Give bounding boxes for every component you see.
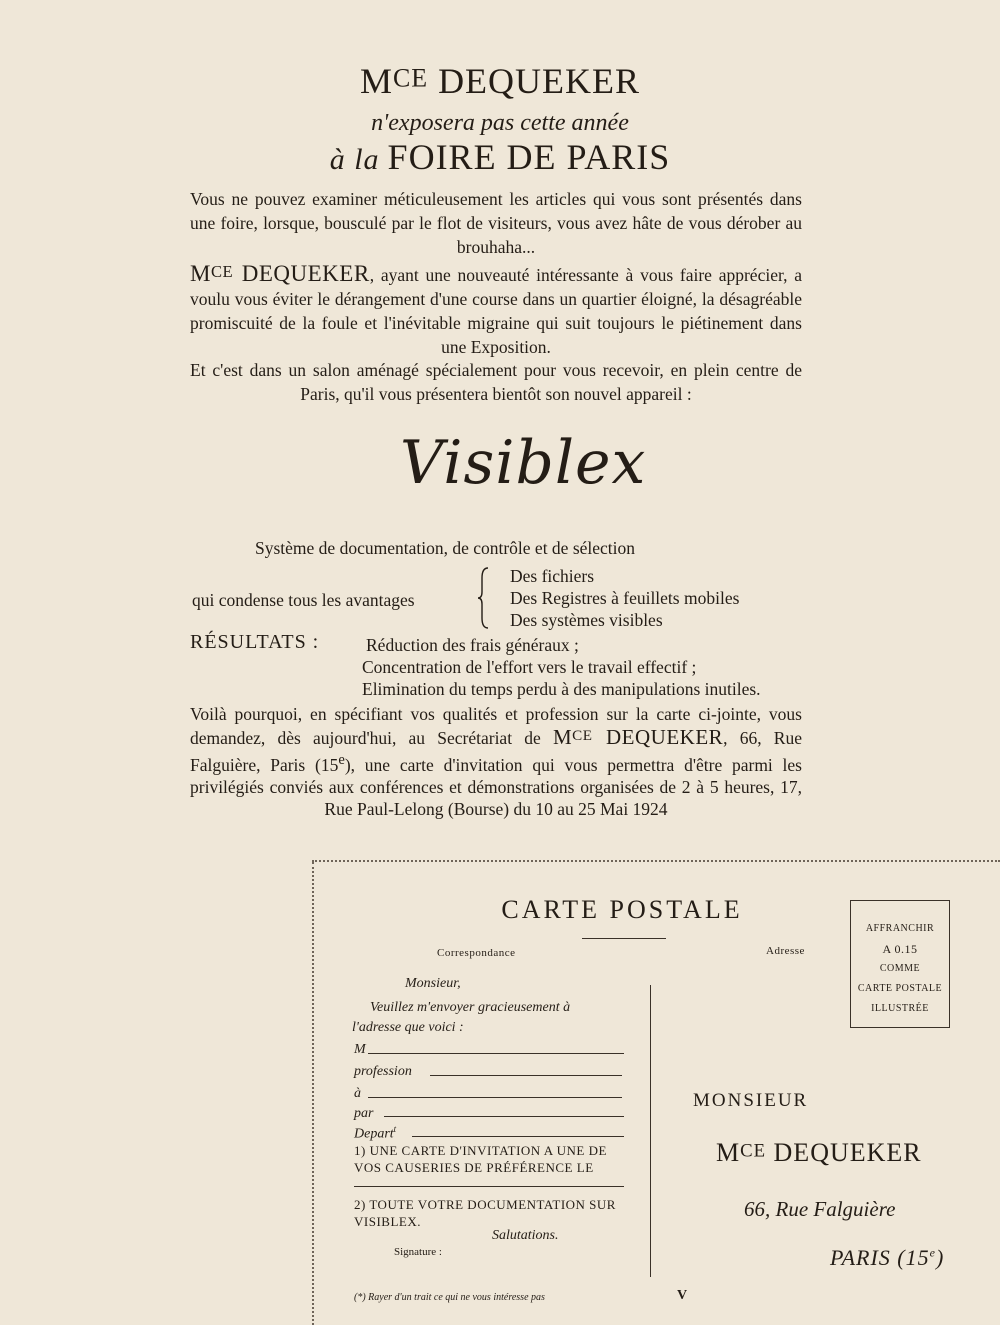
closing-surname: DEQUEKER: [592, 724, 724, 749]
stamp-line-4: CARTE POSTALE: [857, 983, 943, 994]
form-request-1: Veuillez m'envoyer gracieusement à: [370, 1000, 571, 1015]
form-field-par-line[interactable]: [384, 1116, 624, 1117]
postcard-title: CARTE POSTALE: [501, 895, 743, 924]
form-field-profession-label: profession: [354, 1064, 412, 1079]
stamp-line-2: A 0.15: [882, 942, 918, 956]
form-field-depart-sup: t: [393, 1124, 397, 1134]
headline-initial: M: [359, 61, 393, 101]
intro-paragraph-2: [190, 260, 802, 359]
headline-foire-prefix: à la: [329, 143, 380, 176]
form-salutation: Monsieur,: [405, 976, 461, 991]
closing-paragraph: [190, 703, 802, 820]
form-option-2[interactable]: 2) TOUTE VOTRE DOCUMENTATION SUR VISIBLEX.: [354, 1197, 616, 1229]
page-mark: V: [677, 1288, 688, 1303]
advantage-3: Des systèmes visibles: [510, 610, 663, 630]
intro-p2-initial: M: [190, 261, 211, 287]
address-city-end: ): [935, 1245, 945, 1270]
system-description: Système de documentation, de contrôle et de sélection: [255, 538, 636, 558]
address-initial: M: [716, 1138, 741, 1167]
intro-p2-company: [190, 261, 370, 286]
advantage-2: Des Registres à feuillets mobiles: [510, 588, 740, 608]
address-surname: DEQUEKER: [766, 1138, 922, 1167]
form-option-1[interactable]: 1) UNE CARTE D'INVITATION A UNE DE VOS CAUSERIES DE PRÉFÉRENCE LE: [354, 1143, 607, 1175]
headline-foire: [0, 136, 1000, 178]
address-city-text: PARIS (15: [830, 1245, 930, 1270]
closing-part-2-sup: e: [338, 751, 345, 768]
intro-p2-surname: DEQUEKER: [233, 261, 370, 287]
closing-initial: M: [552, 724, 573, 749]
closing-part-2: , 66, Rue Falguière, Paris (15: [190, 727, 802, 775]
form-signature-label: Signature :: [394, 1246, 442, 1258]
intro-p2-rest: , ayant une nouveauté intéressante à vous faire apprécier, a voulu vous éviter le dérangement d'une course dans un quartier éloigné, la désagréable promiscuité de la foule et l'inévitable migraine qui suit toujours le piétinement dans une Exposition.: [190, 265, 803, 358]
intro-paragraph-1: Vous ne pouvez examiner méticuleusement les articles qui vous sont présentés dans une foire, lorsque, bousculé par le flot de visiteurs, vous avez hâte de vous dérober au brouhaha...: [190, 189, 802, 257]
closing-part-1: Voilà pourquoi, en spécifiant vos qualités et profession sur la carte ci-jointe, vous demandez, dès aujourd'hui, au Secrétariat de: [190, 704, 802, 748]
address-monsieur: MONSIEUR: [693, 1090, 809, 1111]
form-field-m-label: M: [354, 1042, 366, 1057]
results-label: RÉSULTATS :: [190, 631, 320, 653]
form-field-depart-text: Depart: [354, 1126, 394, 1142]
brace-icon: [478, 566, 492, 630]
stamp-line-3: COMME: [879, 963, 921, 974]
address-company: [716, 1138, 922, 1168]
stamp-line-5: ILLUSTRÉE: [871, 1003, 929, 1014]
address-street: 66, Rue Falguière: [744, 1197, 896, 1221]
headline-foire-caps: FOIRE DE PARIS: [387, 137, 671, 177]
address-sup: CE: [740, 1140, 767, 1162]
form-field-a-label: à: [354, 1086, 361, 1101]
visiblex-logo: Visiblex: [400, 428, 647, 498]
form-field-depart-label: [354, 1124, 654, 1143]
intro-paragraph-3: Et c'est dans un salon aménagé spécialement pour vous recevoir, en plein centre de Paris, qu'il vous présentera bientôt son nouvel appareil :: [190, 360, 802, 404]
intro-p2-sup: CE: [210, 262, 234, 281]
adresse-label: Adresse: [766, 945, 805, 957]
form-closing: Salutations.: [492, 1228, 559, 1243]
correspondance-label: Correspondance: [437, 947, 516, 959]
closing-company: [553, 725, 723, 749]
headline-subtitle: n'exposera pas cette année: [371, 110, 629, 136]
form-field-profession-line[interactable]: [430, 1075, 622, 1076]
form-footnote: (*) Rayer d'un trait ce qui ne vous intéresse pas: [354, 1292, 545, 1303]
stamp-line-1: AFFRANCHIR: [865, 923, 935, 934]
headline-sup: CE: [392, 63, 429, 93]
form-field-m-line[interactable]: [368, 1053, 624, 1054]
form-request-2: l'adresse que voici :: [352, 1020, 464, 1035]
form-field-a-line[interactable]: [368, 1097, 622, 1098]
result-item-2: Concentration de l'effort vers le travail effectif ;: [362, 657, 697, 677]
form-field-par-label: par: [354, 1106, 374, 1121]
condense-label: qui condense tous les avantages: [192, 590, 415, 610]
stamp-box: [850, 900, 950, 1028]
address-city: [830, 1245, 944, 1271]
address-city-sup: e: [929, 1245, 936, 1260]
closing-sup: CE: [572, 728, 593, 744]
postcard-title-rule: [582, 938, 666, 939]
headline-surname: DEQUEKER: [428, 61, 641, 101]
result-item-3: Elimination du temps perdu à des manipulations inutiles.: [362, 679, 761, 699]
closing-part-3: ), une carte d'invitation qui vous permettra d'être parmi les privilégiés conviés aux conférences et démonstrations organisées de 2 à 5 heures, 17, Rue Paul-Lelong (Bourse) du 10 au 25 Mai 1924: [190, 754, 802, 819]
postcard-cut-line-horizontal: [312, 860, 1000, 862]
advantage-1: Des fichiers: [510, 566, 595, 586]
form-option-1-line[interactable]: [354, 1186, 624, 1187]
form-field-depart-line[interactable]: [412, 1136, 624, 1137]
postcard-cut-line-vertical: [312, 862, 314, 1325]
result-item-1: Réduction des frais généraux ;: [366, 635, 579, 655]
headline-name: [0, 60, 1000, 102]
